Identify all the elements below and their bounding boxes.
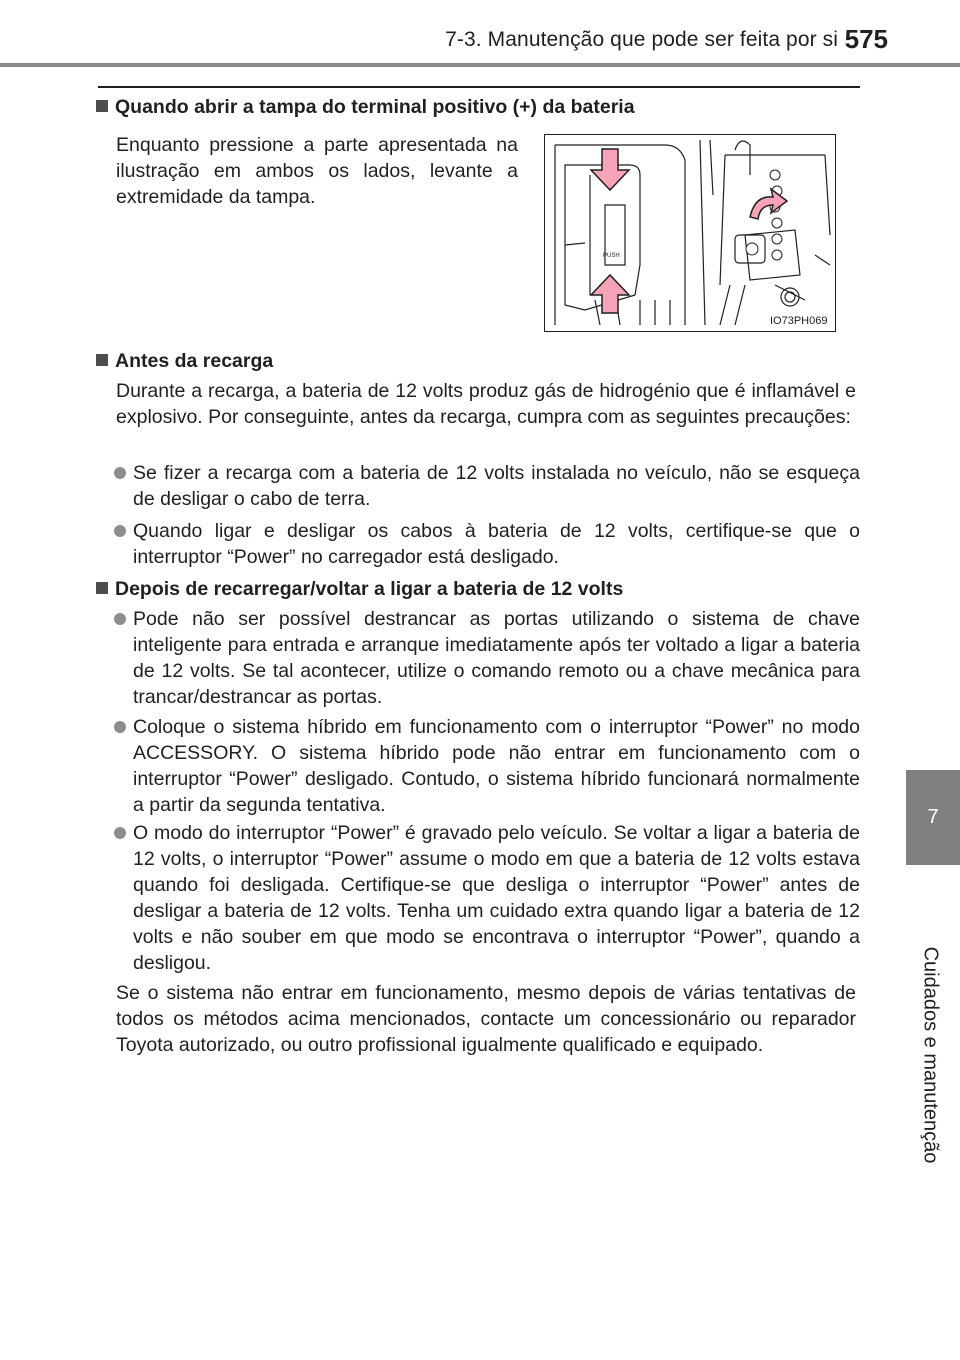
section-text: Enquanto pressione a parte apresentada na ilustração em ambos os lados, levante a extremidade da tampa. <box>116 134 518 208</box>
section-text: Durante a recarga, a bateria de 12 volts produz gás de hidrogénio que é inflamável e explosivo. Por conseguinte, antes da recarga, cumpra com as seguintes precauções: <box>116 380 856 428</box>
heading-square-icon <box>96 354 108 366</box>
battery-cover-diagram <box>545 135 835 331</box>
list-item: Pode não ser possível destrancar as portas utilizando o sistema de chave inteligente para entrada e arranque imediatamente após ter voltado a ligar a bateria de 12 volts. Se tal acontecer, utilize o comando remoto ou a chave mecânica para trancar/destrancar as portas. <box>113 606 860 710</box>
bullet-icon <box>114 721 126 733</box>
heading-square-icon <box>96 100 108 112</box>
section-heading: Antes da recarga <box>96 350 273 373</box>
battery-terminal-illustration <box>544 134 836 332</box>
section-rule <box>98 86 860 88</box>
header-section-title: 7-3. Manutenção que pode ser feita por si <box>445 28 838 51</box>
heading-square-icon <box>96 582 108 594</box>
bullet-icon <box>114 525 126 537</box>
closing-paragraph: Se o sistema não entrar em funcionamento, mesmo depois de várias tentativas de todos os métodos acima mencionados, contacte um concessionário ou reparador Toyota autorizado, ou outro profissional igualmente qualificado e equipado. <box>116 982 856 1056</box>
push-label: PUSH <box>603 253 620 259</box>
list-item: Se fizer a recarga com a bateria de 12 volts instalada no veículo, não se esqueça de desligar o cabo de terra. <box>113 460 860 512</box>
chapter-tab[interactable] <box>906 770 960 865</box>
chapter-number: 7 <box>927 806 939 828</box>
bullet-icon <box>114 613 126 625</box>
section-heading: Quando abrir a tampa do terminal positivo (+) da bateria <box>96 96 635 119</box>
figure-code: IO73PH069 <box>770 315 828 327</box>
list-item: Quando ligar e desligar os cabos à bateria de 12 volts, certifique-se que o interruptor “Power” no carregador está desligado. <box>113 518 860 570</box>
header-rule <box>0 63 960 67</box>
chapter-title: Cuidados e manutenção <box>919 946 942 1164</box>
list-item: O modo do interruptor “Power” é gravado pelo veículo. Se voltar a ligar a bateria de 12 volts, o interruptor “Power” assume o modo em que a bateria de 12 volts estava quando foi desligada. Certifique-se que desliga o interruptor “Power” antes de desligar a bateria de 12 volts. Tenha um cuidado extra quando ligar a bateria de 12 volts e não souber em que modo se encontrava o interruptor “Power”, quando a desligou. <box>113 820 860 976</box>
page-number: 575 <box>844 24 888 54</box>
bullet-icon <box>114 827 126 839</box>
bullet-icon <box>114 467 126 479</box>
list-item: Coloque o sistema híbrido em funcionamento com o interruptor “Power” no modo ACCESSORY. O sistema híbrido pode não entrar em funcionamento com o interruptor “Power” desligado. Contudo, o sistema híbrido funcionará normalmente a partir da segunda tentativa. <box>113 714 860 818</box>
section-heading: Depois de recarregar/voltar a ligar a bateria de 12 volts <box>96 578 623 601</box>
